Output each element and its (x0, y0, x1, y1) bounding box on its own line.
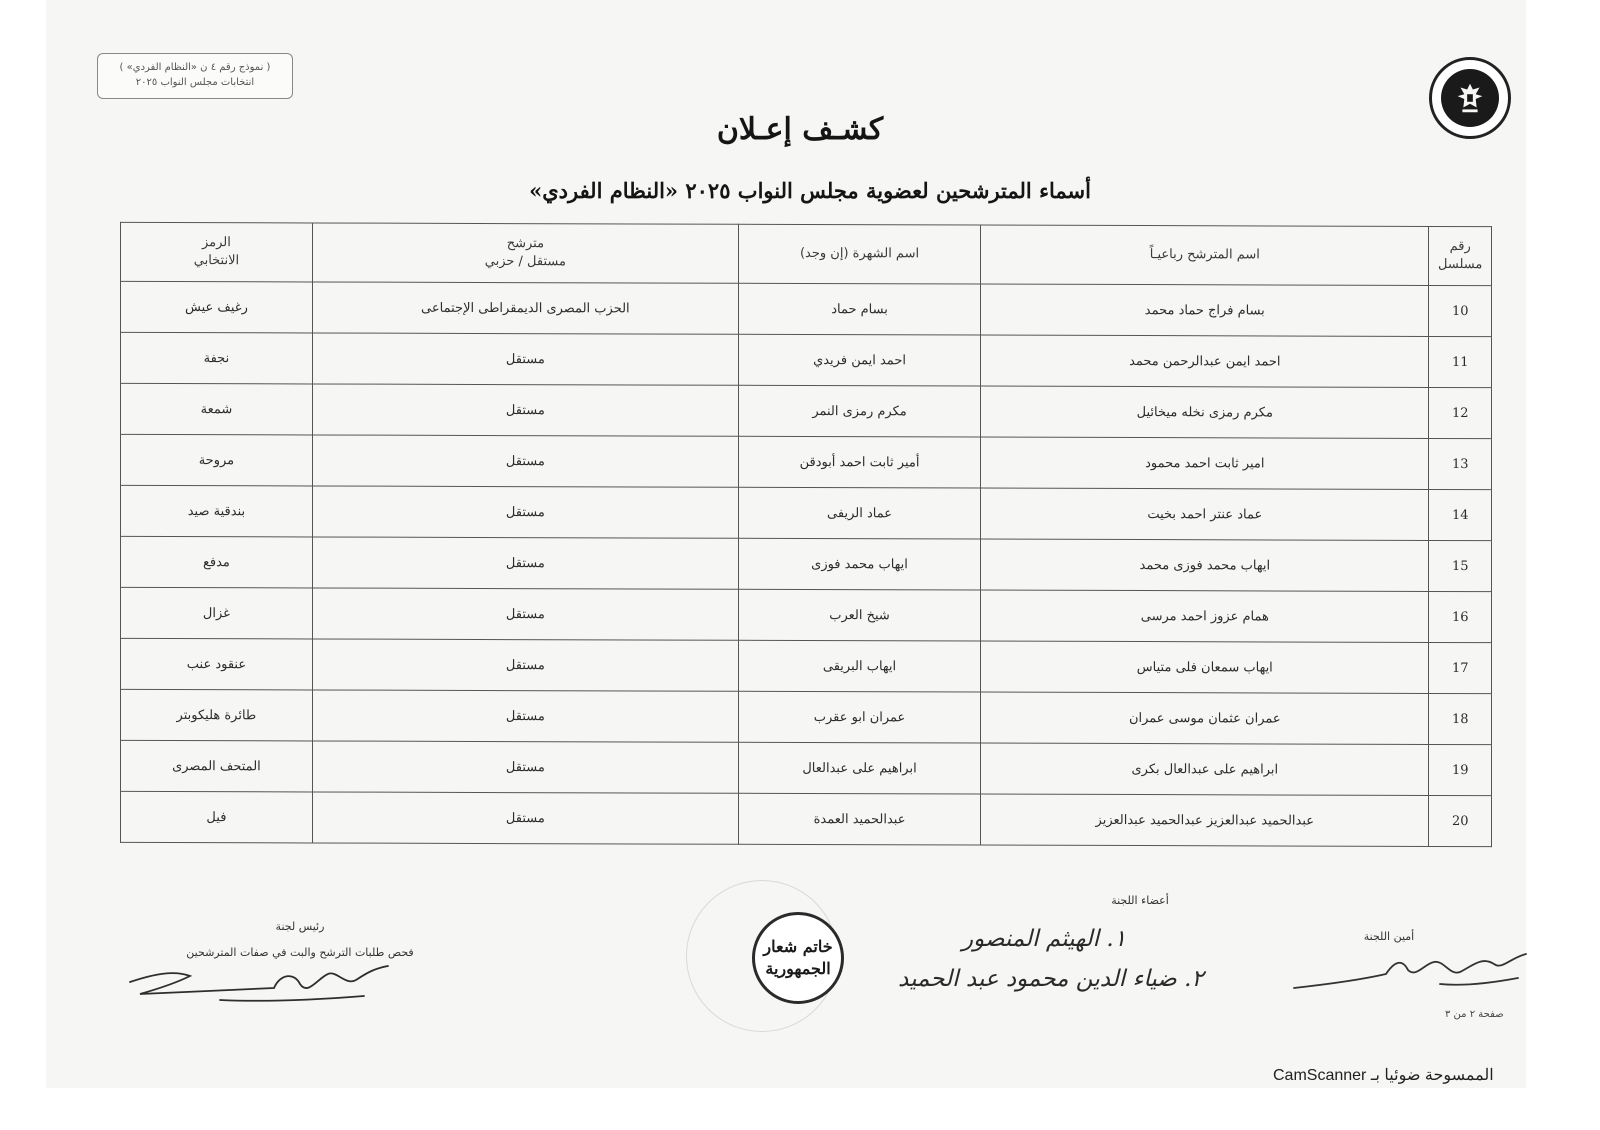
cell-symbol: غزال (121, 587, 313, 639)
cell-type: مستقل (312, 588, 738, 640)
table-row (121, 587, 1492, 642)
cell-fame: مكرم رمزى النمر (738, 385, 980, 437)
stamp-line-1: خاتم شعار (763, 937, 833, 956)
cell-serial: 12 (1429, 387, 1492, 438)
table-row (121, 434, 1492, 489)
secretary-label: أمين اللجنة (1363, 930, 1415, 943)
cell-serial: 16 (1429, 591, 1492, 642)
chair-label: رئيس لجنة (275, 920, 325, 933)
cell-name: همام عزوز احمد مرسى (981, 590, 1429, 642)
committee-member-2: ٢. ضياء الدين محمود عبد الحميد (898, 966, 1204, 992)
cell-fame: ايهاب محمد فوزى (738, 538, 980, 590)
cell-symbol: نجفة (121, 332, 313, 384)
cell-fame: ايهاب البريقى (738, 640, 980, 692)
committee-members-label: أعضاء اللجنة (1111, 894, 1169, 907)
header-fame: اسم الشهرة (إن وجد) (738, 224, 980, 284)
form-election-line: انتخابات مجلس النواب ٢٠٢٥ (135, 77, 255, 88)
table-row (121, 332, 1492, 387)
cell-name: عماد عنتر احمد بخيت (981, 488, 1429, 540)
cell-serial: 13 (1429, 438, 1492, 489)
cell-symbol: شمعة (121, 383, 313, 435)
table-row (121, 281, 1492, 336)
cell-name: احمد ايمن عبدالرحمن محمد (981, 335, 1429, 387)
cell-fame: عبدالحميد العمدة (738, 793, 980, 845)
chair-label-block (150, 914, 450, 966)
table-header-row (121, 222, 1492, 285)
cell-symbol: بندقية صيد (121, 485, 313, 537)
secretary-signature (1290, 944, 1540, 996)
cell-fame: ابراهيم على عبدالعال (738, 742, 980, 794)
cell-serial: 19 (1429, 744, 1492, 795)
cell-serial: 15 (1429, 540, 1492, 591)
form-number-box (97, 53, 293, 99)
cell-serial: 11 (1429, 336, 1492, 387)
header-type: مترشح مستقل / حزبي (312, 223, 738, 283)
cell-symbol: عنقود عنب (121, 638, 313, 690)
cell-fame: احمد ايمن فريدي (738, 334, 980, 386)
cell-symbol: مدفع (121, 536, 313, 588)
table-row (121, 638, 1492, 693)
cell-name: بسام فراج حماد محمد (981, 284, 1429, 336)
camscanner-watermark: الممسوحة ضوئيا بـ CamScanner (1273, 1067, 1494, 1084)
table-row (121, 791, 1492, 846)
chair-sublabel: فحص طلبات الترشح والبت في صفات المترشحين (186, 946, 414, 959)
stamp-line-2: الجمهورية (765, 959, 831, 978)
chair-signature (124, 960, 394, 1008)
cell-fame: بسام حماد (738, 283, 980, 335)
cell-serial: 14 (1429, 489, 1492, 540)
table-row (121, 536, 1492, 591)
cell-type: مستقل (312, 792, 738, 844)
cell-name: ايهاب محمد فوزى محمد (981, 539, 1429, 591)
cell-name: عبدالحميد عبدالعزيز عبدالحميد عبدالعزيز (981, 794, 1429, 846)
cell-serial: 20 (1429, 795, 1492, 846)
form-number-line: ( نموذج رقم ٤ ن «النظام الفردي» ) (119, 62, 271, 73)
page-title: كشـف إعـلان (716, 112, 884, 147)
cell-type: مستقل (312, 486, 738, 538)
cell-type: مستقل (312, 435, 738, 487)
cell-name: ابراهيم على عبدالعال بكرى (981, 743, 1429, 795)
cell-serial: 18 (1429, 693, 1492, 744)
cell-symbol: المتحف المصرى (121, 740, 313, 792)
cell-symbol: فيل (121, 791, 313, 843)
cell-type: مستقل (312, 537, 738, 589)
republic-seal-stamp (752, 912, 844, 1004)
page-number: صفحة ٢ من ٣ (1445, 1009, 1504, 1020)
cell-type: مستقل (312, 741, 738, 793)
cell-name: مكرم رمزى نخله ميخائيل (981, 386, 1429, 438)
cell-name: امير ثابت احمد محمود (981, 437, 1429, 489)
cell-symbol: مروحة (121, 434, 313, 486)
cell-symbol: طائرة هليكوبتر (121, 689, 313, 741)
table-row (121, 485, 1492, 540)
cell-name: ايهاب سمعان فلى متياس (981, 641, 1429, 693)
cell-type: مستقل (312, 384, 738, 436)
cell-name: عمران عثمان موسى عمران (981, 692, 1429, 744)
header-name: اسم المترشح رباعيـاً (981, 225, 1429, 285)
cell-serial: 17 (1429, 642, 1492, 693)
cell-fame: شيخ العرب (738, 589, 980, 641)
table-row (121, 383, 1492, 438)
cell-type: مستقل (312, 639, 738, 691)
cell-fame: عماد الريفى (738, 487, 980, 539)
header-symbol: الرمز الانتخابي (121, 222, 313, 282)
header-serial: رقم مسلسل (1429, 226, 1492, 285)
candidates-table (120, 222, 1492, 847)
cell-fame: أمير ثابت احمد أبودقن (738, 436, 980, 488)
committee-member-1: ١. الهيثم المنصور (962, 926, 1127, 952)
cell-type: مستقل (312, 333, 738, 385)
page-subtitle: أسماء المترشحين لعضوية مجلس النواب ٢٠٢٥ «النظام الفردي» (529, 178, 1091, 203)
table-row (121, 689, 1492, 744)
cell-fame: عمران ابو عقرب (738, 691, 980, 743)
cell-type: الحزب المصرى الديمقراطى الإجتماعى (312, 282, 738, 334)
cell-symbol: رغيف عيش (121, 281, 313, 333)
cell-serial: 10 (1429, 285, 1492, 336)
table-row (121, 740, 1492, 795)
cell-type: مستقل (312, 690, 738, 742)
